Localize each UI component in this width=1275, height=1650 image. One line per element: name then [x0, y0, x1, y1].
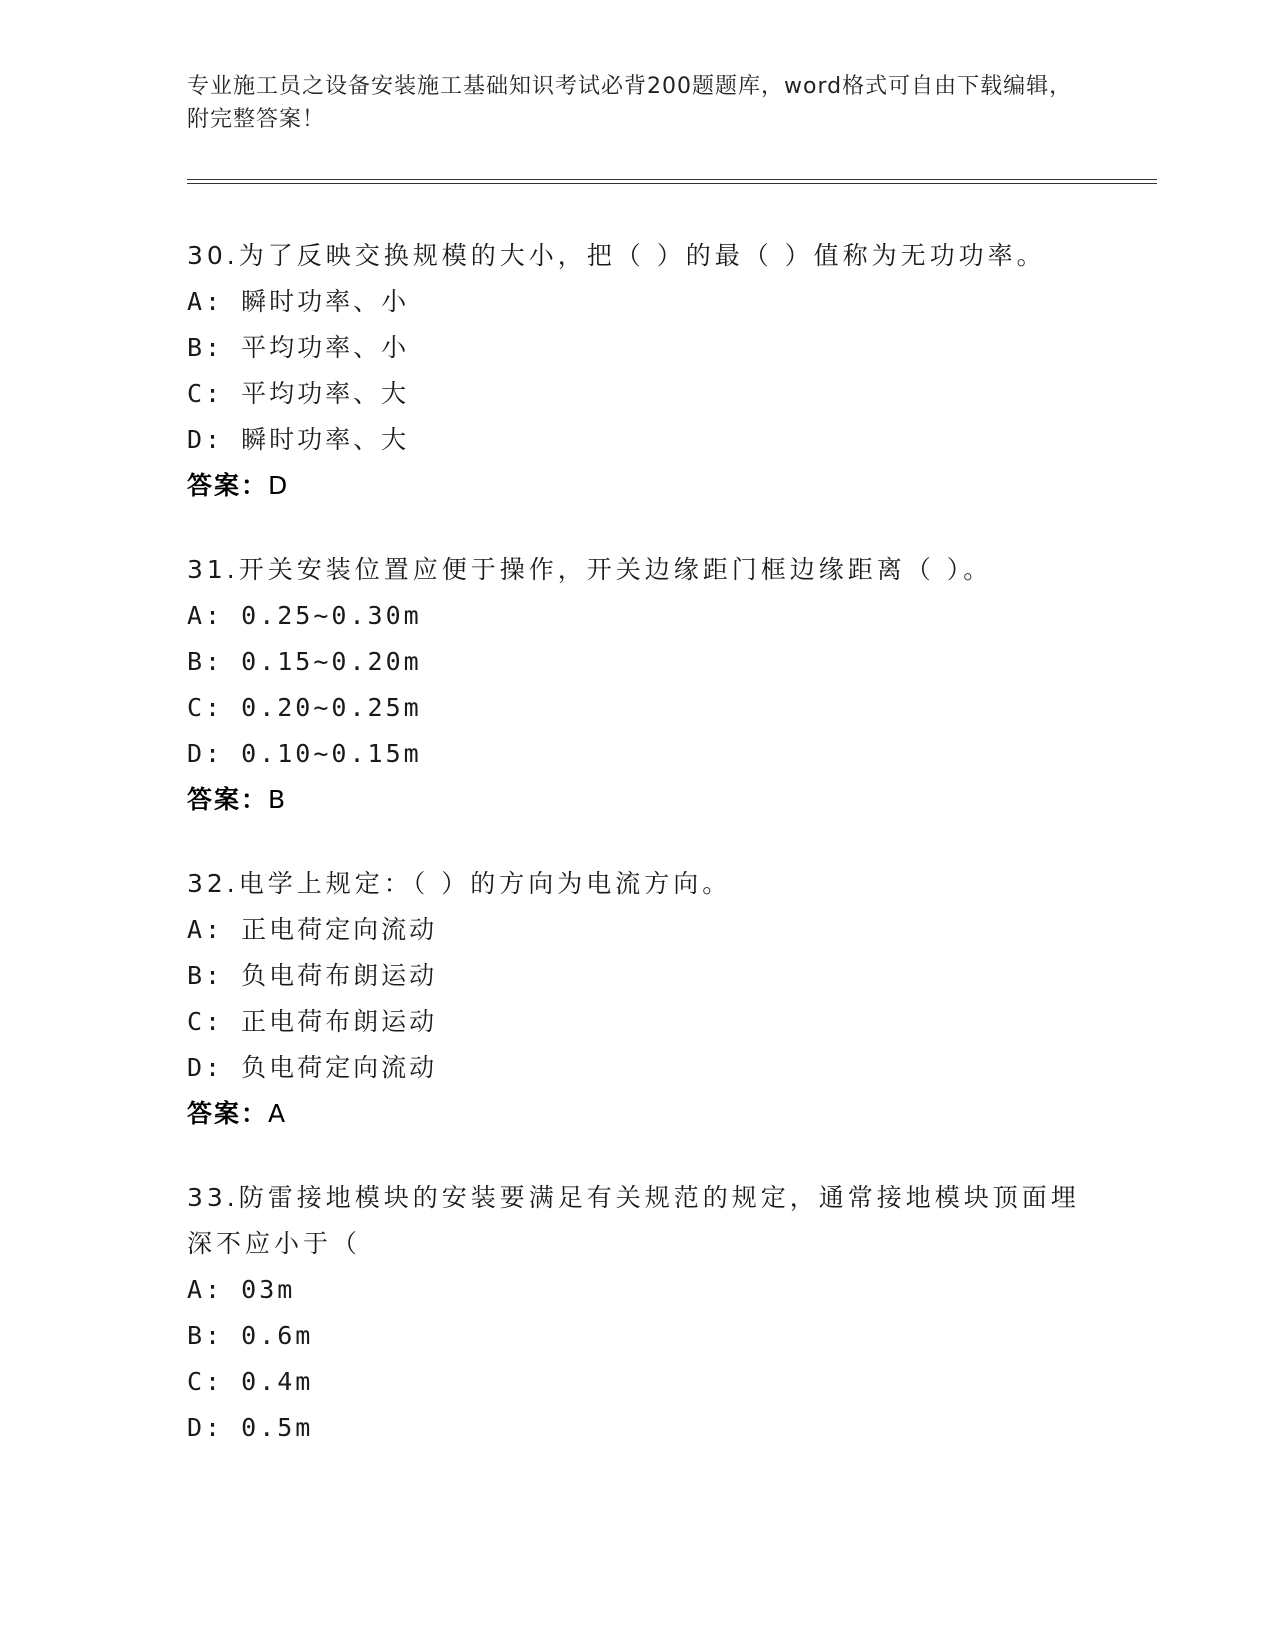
option-a: A: 瞬时功率、小	[187, 287, 410, 316]
question-stem: 33.防雷接地模块的安装要满足有关规范的规定，通常接地模块顶面埋	[187, 1183, 1080, 1212]
answer-value: B	[268, 785, 288, 814]
option-b: B: 平均功率、小	[187, 333, 410, 362]
question-stem: 31.开关安装位置应便于操作，开关边缘距门框边缘距离（ ）。	[187, 555, 993, 584]
document-title: 专业施工员之设备安装施工基础知识考试必背200题题库，word格式可自由下载编辑，附完整答案！	[187, 74, 1073, 132]
answer-value: D	[268, 471, 290, 500]
question-stem: 30.为了反映交换规模的大小，把（ ）的最（ ）值称为无功功率。	[187, 241, 1046, 270]
document-header	[187, 70, 1087, 136]
answer-label: 答案：	[187, 471, 269, 500]
answer-line	[187, 777, 1157, 823]
option-c: C: 0.20~0.25m	[187, 693, 422, 722]
option-a: A: 03m	[187, 1275, 296, 1304]
question-31	[187, 547, 1157, 823]
option-d: D: 负电荷定向流动	[187, 1053, 438, 1082]
option-b: B: 负电荷布朗运动	[187, 961, 438, 990]
option-c: C: 平均功率、大	[187, 379, 410, 408]
option-d: D: 0.5m	[187, 1413, 314, 1442]
answer-label: 答案：	[187, 1099, 269, 1128]
option-d: D: 瞬时功率、大	[187, 425, 410, 454]
question-stem: 32.电学上规定：（ ）的方向为电流方向。	[187, 869, 732, 898]
answer-line	[187, 1091, 1157, 1137]
option-b: B: 0.6m	[187, 1321, 314, 1350]
header-divider	[187, 183, 1157, 184]
answer-line	[187, 463, 1157, 509]
question-32	[187, 861, 1157, 1137]
option-c: C: 0.4m	[187, 1367, 314, 1396]
header-divider	[187, 179, 1157, 180]
question-list	[187, 233, 1157, 1489]
answer-label: 答案：	[187, 785, 269, 814]
option-a: A: 0.25~0.30m	[187, 601, 422, 630]
answer-value: A	[268, 1099, 288, 1128]
option-c: C: 正电荷布朗运动	[187, 1007, 438, 1036]
option-b: B: 0.15~0.20m	[187, 647, 422, 676]
question-30	[187, 233, 1157, 509]
question-stem-continuation: 深不应小于（	[187, 1229, 362, 1258]
option-a: A: 正电荷定向流动	[187, 915, 438, 944]
question-33	[187, 1175, 1157, 1451]
option-d: D: 0.10~0.15m	[187, 739, 422, 768]
